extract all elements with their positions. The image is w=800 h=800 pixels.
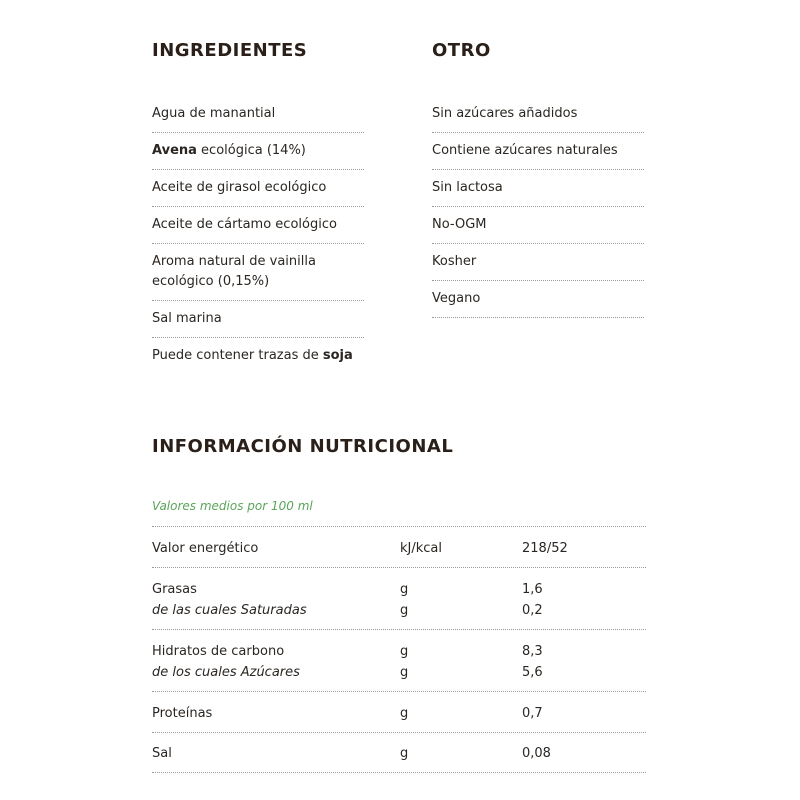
ingredient-text: Aceite de cártamo ecológico: [152, 217, 337, 232]
list-item: [432, 248, 644, 281]
nutrient-value: 8,3: [522, 644, 543, 659]
list-item: [152, 137, 364, 170]
otro-text: Contiene azúcares naturales: [432, 143, 618, 158]
ingredientes-heading: INGREDIENTES: [152, 40, 308, 61]
list-item: [432, 285, 644, 318]
ingredient-text: ecológica (14%): [196, 143, 306, 158]
otro-text: No-OGM: [432, 217, 487, 232]
list-item: [152, 248, 364, 301]
nutrient-label: Grasas: [152, 582, 197, 597]
list-item: [432, 211, 644, 244]
list-item: [432, 137, 644, 170]
nutrient-value: 0,7: [522, 706, 543, 721]
list-item: [152, 342, 364, 374]
values-note: Valores medios por 100 ml: [152, 499, 313, 513]
nutrient-unit: g: [400, 644, 409, 659]
nutrient-unit: g: [400, 603, 409, 618]
nutrient-label: Valor energético: [152, 541, 259, 556]
nutrient-sublabel: de los cuales Azúcares: [152, 665, 300, 680]
otro-heading: OTRO: [432, 40, 491, 61]
nutrient-value: 218/52: [522, 541, 568, 556]
otro-list: [432, 100, 644, 318]
list-item: [152, 174, 364, 207]
divider: [152, 732, 646, 733]
ingredient-text: Aroma natural de vainilla ecológico (0,15%): [152, 254, 316, 289]
nutrient-unit: g: [400, 582, 409, 597]
nutrient-value: 0,08: [522, 746, 551, 761]
nutrient-value: 5,6: [522, 665, 543, 680]
divider: [152, 567, 646, 568]
nutricion-heading: INFORMACIÓN NUTRICIONAL: [152, 436, 454, 457]
nutrient-label: Proteínas: [152, 706, 213, 721]
divider: [152, 629, 646, 630]
divider: [152, 772, 646, 773]
divider: [152, 526, 646, 527]
otro-text: Sin lactosa: [432, 180, 503, 195]
nutrient-unit: g: [400, 706, 409, 721]
list-item: [432, 174, 644, 207]
nutrient-sublabel: de las cuales Saturadas: [152, 603, 307, 618]
ingredient-bold: soja: [322, 348, 353, 363]
nutrient-value: 1,6: [522, 582, 543, 597]
ingredient-text: Aceite de girasol ecológico: [152, 180, 327, 195]
nutrient-value: 0,2: [522, 603, 543, 618]
list-item: [152, 305, 364, 338]
list-item: [152, 100, 364, 133]
list-item: [432, 100, 644, 133]
ingredient-text: Agua de manantial: [152, 106, 276, 121]
list-item: [152, 211, 364, 244]
otro-text: Vegano: [432, 291, 481, 306]
otro-text: Kosher: [432, 254, 477, 269]
ingredients-list: [152, 100, 364, 374]
nutrient-unit: g: [400, 665, 409, 680]
nutrient-label: Sal: [152, 746, 172, 761]
ingredient-text: Sal marina: [152, 311, 222, 326]
otro-text: Sin azúcares añadidos: [432, 106, 578, 121]
nutrient-unit: g: [400, 746, 409, 761]
nutrient-label: Hidratos de carbono: [152, 644, 285, 659]
divider: [152, 691, 646, 692]
ingredient-bold: Avena: [152, 143, 197, 158]
ingredient-text: Puede contener trazas de: [152, 348, 323, 363]
nutrient-unit: kJ/kcal: [400, 541, 442, 556]
